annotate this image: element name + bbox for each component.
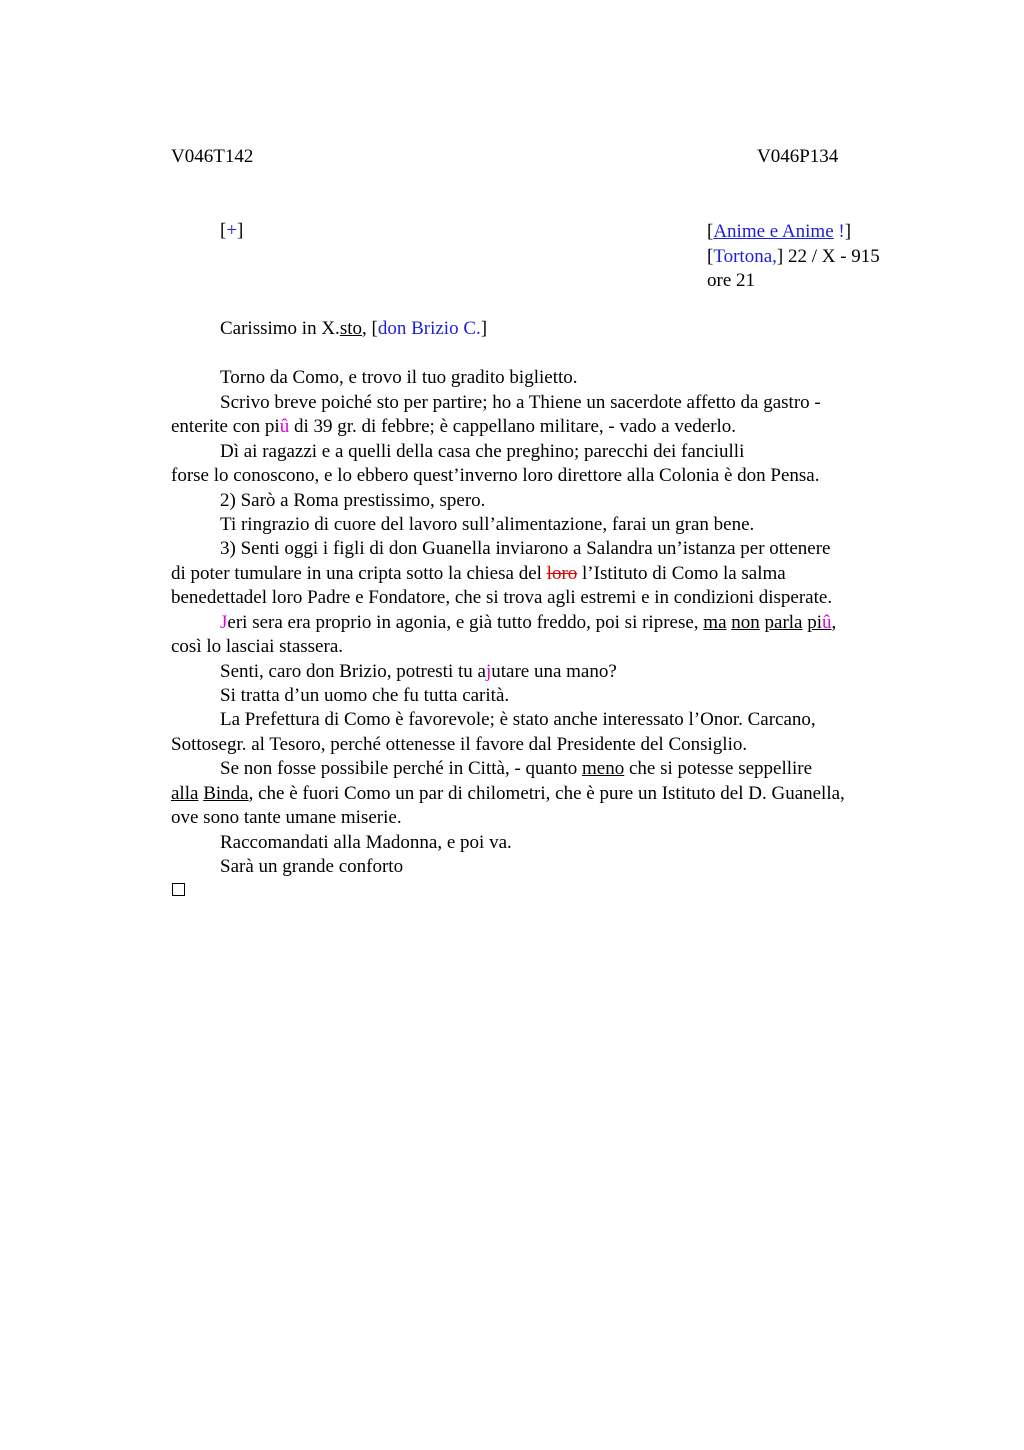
recipient-link[interactable]: don Brizio C. bbox=[377, 318, 481, 339]
dateline-time: ore 21 bbox=[707, 270, 756, 291]
text: , bbox=[831, 612, 837, 633]
text: Senti, caro don Brizio, potresti tu a bbox=[220, 661, 486, 682]
body-line bbox=[171, 782, 845, 806]
body-line: forse lo conoscono, e lo ebbero quest’inverno loro direttore alla Colonia è don Pensa. bbox=[171, 465, 820, 486]
body-line: Dì ai ragazzi e a quelli della casa che preghino; parecchi dei fanciulli bbox=[220, 441, 745, 462]
bracket-close: ] bbox=[844, 221, 852, 242]
text: , che è fuori Como un par di chilometri, che è pure un Istituto del D. Guanella, bbox=[248, 783, 845, 804]
text: l’Istituto di Como la salma bbox=[577, 563, 786, 584]
body-line bbox=[220, 757, 812, 781]
highlighted-char: J bbox=[220, 612, 228, 633]
place-link[interactable]: Tortona, bbox=[713, 245, 777, 267]
dateline bbox=[707, 220, 880, 294]
body-line: così lo lasciai stassera. bbox=[171, 636, 344, 657]
body-line: Torno da Como, e trovo il tuo gradito biglietto. bbox=[220, 367, 578, 388]
bracket-open: [ bbox=[707, 245, 714, 267]
bracket-close: ] bbox=[480, 318, 488, 339]
text: enterite con pi bbox=[171, 416, 280, 437]
plus-marker[interactable]: + bbox=[226, 220, 238, 241]
body-line: ove sono tante umane miserie. bbox=[171, 807, 402, 828]
bracket-open: [ bbox=[707, 221, 714, 242]
underlined-word: Binda bbox=[203, 783, 249, 804]
body-line bbox=[220, 660, 617, 684]
body-line: 2) Sarò a Roma prestissimo, spero. bbox=[220, 490, 486, 511]
salutation-text: , [ bbox=[362, 318, 378, 339]
text: di 39 gr. di febbre; è cappellano militare, - vado a vederlo. bbox=[289, 416, 737, 437]
body-line bbox=[171, 562, 786, 586]
title-link[interactable]: Anime e Anime bbox=[713, 221, 834, 242]
salutation bbox=[220, 317, 487, 341]
underlined-word: meno bbox=[582, 758, 625, 779]
text: utare una mano? bbox=[491, 661, 617, 682]
dateline-title bbox=[707, 220, 880, 245]
body-line: Si tratta d’un uomo che fu tutta carità. bbox=[220, 685, 510, 706]
date-text: ] 22 / X - 915 bbox=[776, 245, 880, 267]
text: pi bbox=[807, 612, 823, 633]
abbreviation-sto: sto bbox=[339, 318, 362, 339]
highlighted-char: û bbox=[822, 612, 832, 633]
end-of-text-box-icon bbox=[172, 883, 185, 896]
title-exclamation: ! bbox=[838, 221, 845, 242]
underlined-word: ma bbox=[703, 612, 727, 633]
body-line: Scrivo breve poiché sto per partire; ho a Thiene un sacerdote affetto da gastro - bbox=[220, 392, 821, 413]
bracket-open: [ bbox=[220, 220, 227, 241]
body-line: 3) Senti oggi i figli di don Guanella inviarono a Salandra un’istanza per ottenere bbox=[220, 538, 831, 559]
document-code-right: V046P134 bbox=[757, 146, 839, 167]
highlighted-char: û bbox=[279, 416, 290, 437]
underlined-word: parla bbox=[764, 612, 803, 633]
body-line: benedettadel loro Padre e Fondatore, che si trova agli estremi e in condizioni disperate. bbox=[171, 587, 833, 608]
salutation-text: Carissimo in X. bbox=[220, 318, 340, 339]
deleted-word: loro bbox=[546, 563, 578, 584]
body-line: Raccomandati alla Madonna, e poi va. bbox=[220, 832, 512, 853]
dateline-place-date bbox=[707, 245, 880, 270]
highlighted-char: j bbox=[485, 661, 492, 682]
body-line: Sottosegr. al Tesoro, perché ottenesse il favore dal Presidente del Consiglio. bbox=[171, 734, 748, 755]
document-code-left: V046T142 bbox=[171, 146, 254, 167]
body-line: Sarà un grande conforto bbox=[220, 856, 404, 877]
body-line: Ti ringrazio di cuore del lavoro sull’alimentazione, farai un gran bene. bbox=[220, 514, 755, 535]
text: di poter tumulare in una cripta sotto la chiesa del bbox=[171, 563, 547, 584]
text: Se non fosse possibile perché in Città, - quanto bbox=[220, 758, 582, 779]
body-line: La Prefettura di Como è favorevole; è stato anche interessato l’Onor. Carcano, bbox=[220, 709, 816, 730]
underlined-word: non bbox=[731, 612, 760, 633]
text: che si potesse seppellire bbox=[624, 758, 813, 779]
text: eri sera era proprio in agonia, e già tutto freddo, poi si riprese, bbox=[227, 612, 704, 633]
bracket-close: ] bbox=[237, 220, 244, 241]
underlined-word bbox=[807, 612, 831, 633]
underlined-word: alla bbox=[171, 783, 199, 804]
body-line bbox=[171, 415, 736, 439]
body-line bbox=[220, 611, 836, 635]
editorial-marker bbox=[220, 220, 243, 242]
